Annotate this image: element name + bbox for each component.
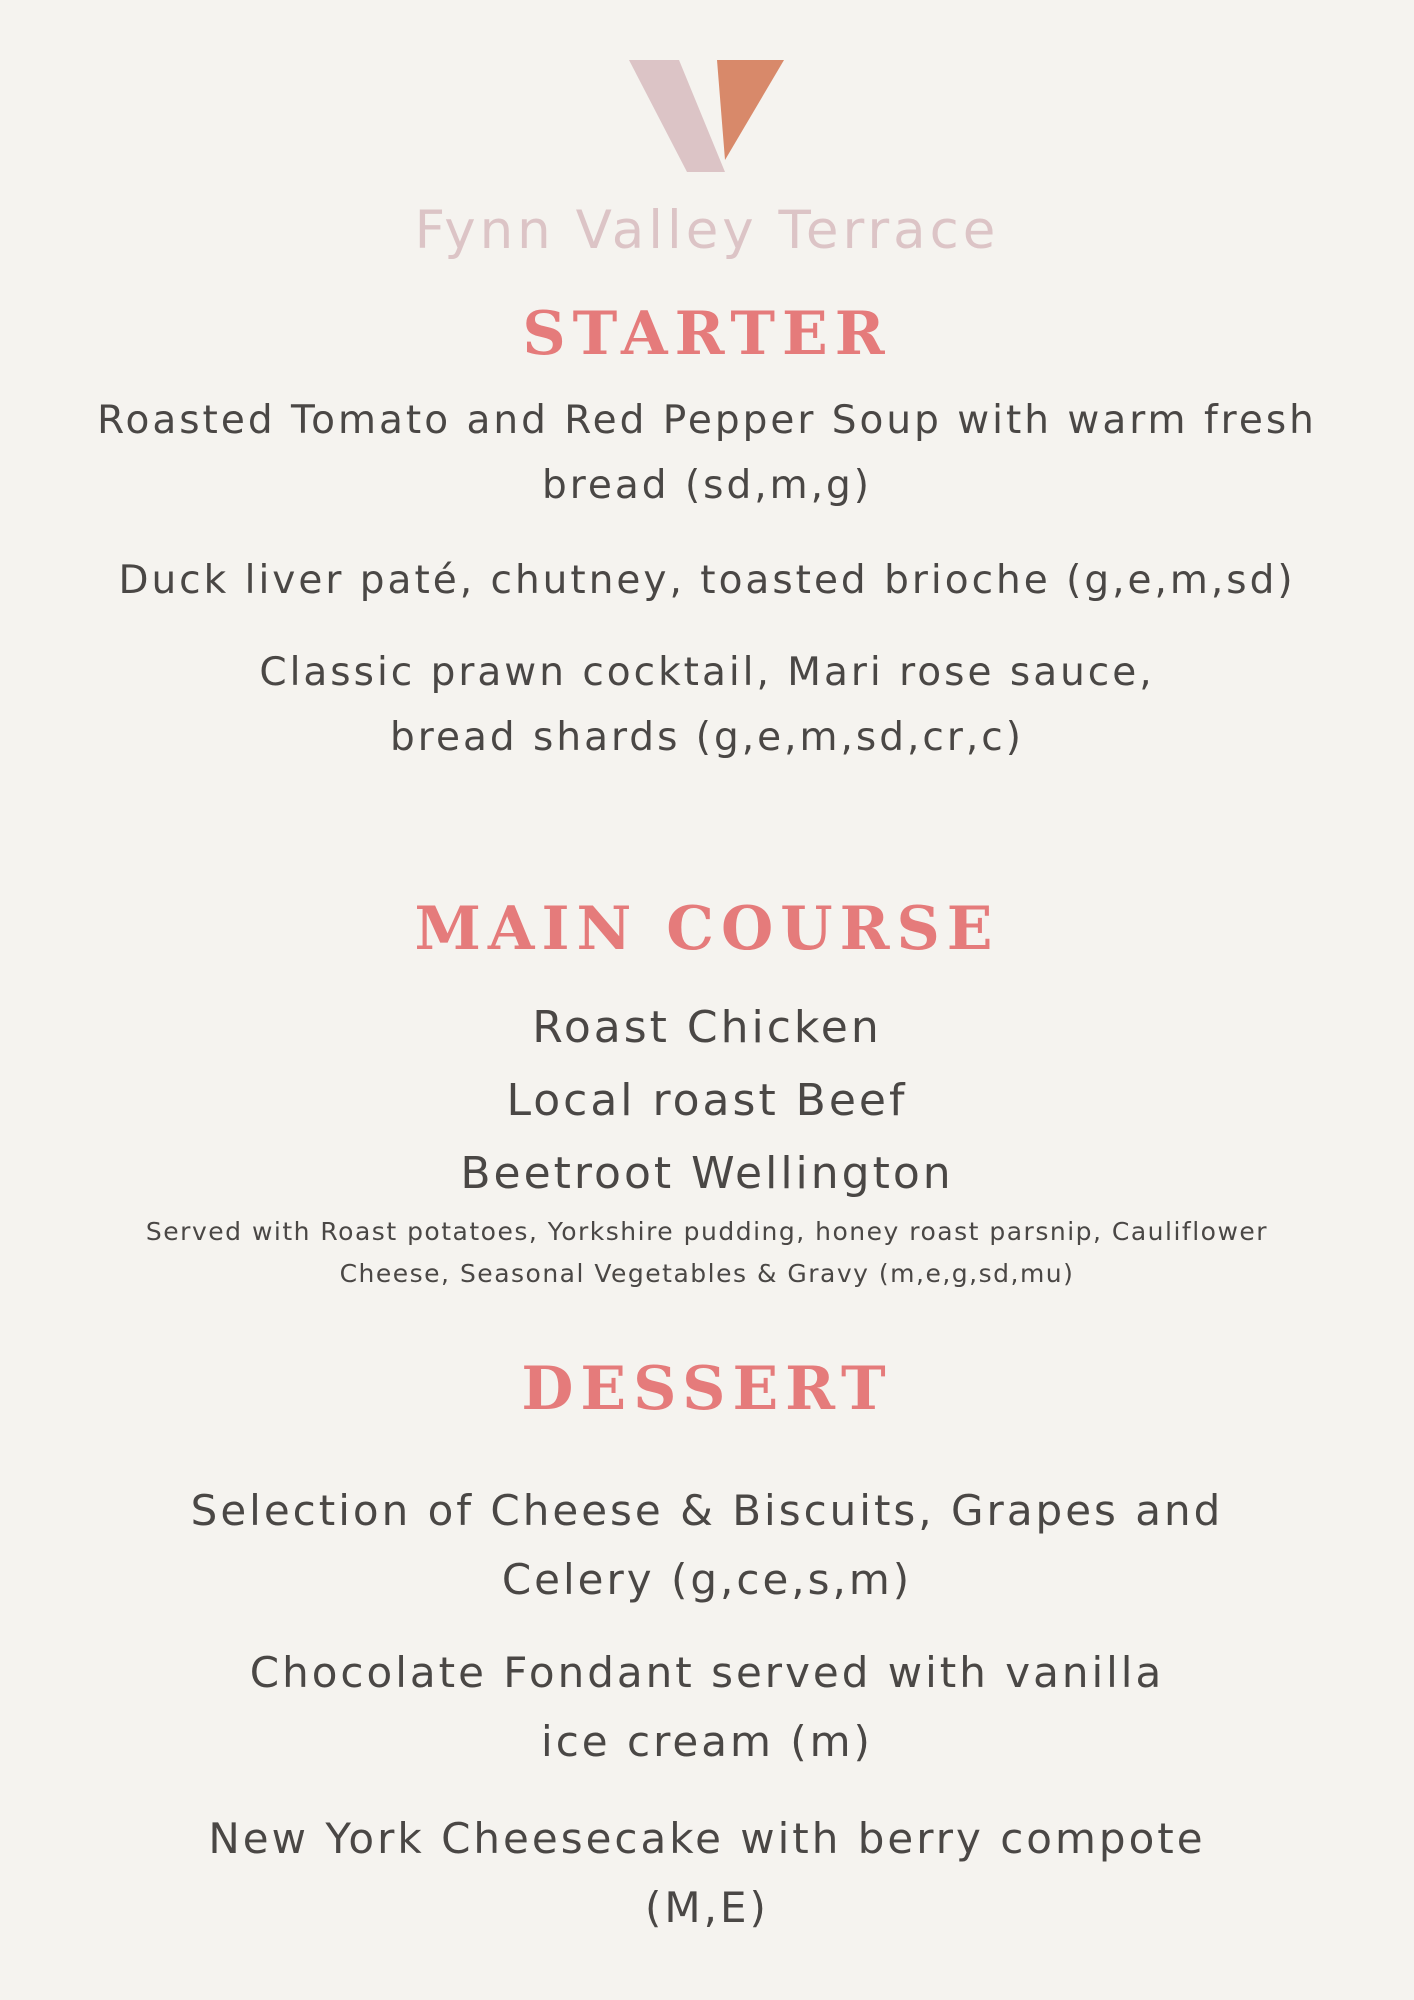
dessert-item: Chocolate Fondant served with vanilla ice cream (m) [249, 1648, 1165, 1766]
starter-item: Classic prawn cocktail, Mari rose sauce, bread shards (g,e,m,sd,cr,c) [259, 650, 1155, 760]
v-monogram-logo [629, 60, 784, 172]
dessert-item: Selection of Cheese & Biscuits, Grapes and Celery (g,ce,s,m) [190, 1486, 1224, 1604]
dessert-item: New York Cheesecake with berry compote (M,E) [208, 1814, 1206, 1932]
main-item: Beetroot Wellington [460, 1148, 954, 1199]
main-course-heading: MAIN COURSE [414, 894, 1000, 964]
starter-item: Roasted Tomato and Red Pepper Soup with warm fresh bread (sd,m,g) [97, 398, 1317, 508]
main-item: Roast Chicken [532, 1002, 882, 1053]
main-item: Local roast Beef [506, 1075, 908, 1126]
dessert-heading: DESSERT [521, 1354, 893, 1424]
brand-name: Fynn Valley Terrace [414, 200, 1000, 261]
starter-heading: STARTER [522, 299, 892, 369]
served-with-note: Served with Roast potatoes, Yorkshire pudding, honey roast parsnip, Cauliflower Cheese, Seasonal Vegetables & Gravy (m,e,g,sd,mu) [145, 1217, 1269, 1288]
starter-item: Duck liver paté, chutney, toasted brioche (g,e,m,sd) [118, 558, 1296, 603]
